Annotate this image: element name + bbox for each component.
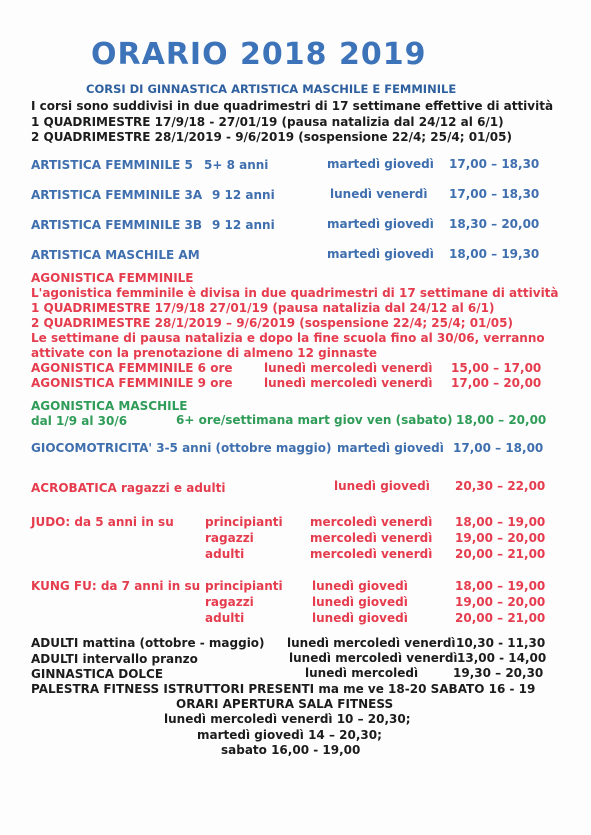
course-name: AGONISTICA FEMMINILE 9 ore (31, 376, 233, 390)
course-name: ADULTI mattina (ottobre - maggio) (31, 636, 265, 650)
course-name: AGONISTICA FEMMINILE 6 ore (31, 361, 233, 375)
course-time: 18,00 – 19,30 (449, 247, 540, 261)
judo-days: mercoledì venerdì (310, 531, 433, 545)
intro-line: I corsi sono suddivisi in due quadrimestri di 17 settimane effettive di attività (31, 99, 554, 113)
course-name: ARTISTICA FEMMINILE 5 (31, 158, 193, 172)
agonistica-f-line: Le settimane di pausa natalizia e dopo la fine scuola fino al 30/06, verranno (31, 331, 545, 345)
agonistica-m-period: dal 1/9 al 30/6 (31, 414, 128, 428)
intro-heading: CORSI DI GINNASTICA ARTISTICA MASCHILE E FEMMINILE (86, 82, 457, 96)
course-name: ARTISTICA MASCHILE AM (31, 248, 200, 262)
course-age: 9 12 anni (212, 218, 275, 232)
kungfu-days: lunedì giovedì (312, 595, 408, 609)
kungfu-time: 19,00 – 20,00 (455, 595, 546, 609)
course-time: 19,30 – 20,30 (453, 666, 544, 680)
fitness-hours-line: lunedì mercoledì venerdì 10 – 20,30; (164, 712, 411, 726)
course-days: lunedì venerdì (330, 187, 428, 201)
course-name: ARTISTICA FEMMINILE 3A (31, 188, 203, 202)
agonistica-f-line: 1 QUADRIMESTRE 17/9/18 27/01/19 (pausa natalizia dal 24/12 al 6/1) (31, 301, 495, 315)
course-age: 9 12 anni (212, 188, 275, 202)
course-days: lunedì mercoledì venerdì (264, 361, 433, 375)
course-time: 17,00 – 18,30 (449, 157, 540, 171)
course-time: 17,00 – 18,00 (453, 441, 544, 455)
course-time: 17,00 – 20,00 (451, 376, 542, 390)
fitness-hours-line: sabato 16,00 - 19,00 (221, 743, 361, 757)
course-time: 15,00 – 17,00 (451, 361, 542, 375)
page-title: ORARIO 2018 2019 (91, 37, 427, 72)
course-days: martedì giovedì (337, 441, 444, 455)
agonistica-f-line: L'agonistica femminile è divisa in due quadrimestri di 17 settimane di attività (31, 286, 559, 300)
intro-line: 2 QUADRIMESTRE 28/1/2019 - 9/6/2019 (sospensione 22/4; 25/4; 01/05) (31, 130, 512, 144)
judo-time: 19,00 – 20,00 (455, 531, 546, 545)
judo-days: mercoledì venerdì (310, 515, 433, 529)
kungfu-level: adulti (205, 611, 245, 625)
kungfu-days: lunedì giovedì (312, 611, 408, 625)
course-days: lunedì mercoledì (305, 666, 419, 680)
fitness-heading: ORARI APERTURA SALA FITNESS (176, 697, 394, 711)
judo-level: adulti (205, 547, 245, 561)
course-time: 17,00 – 18,30 (449, 187, 540, 201)
course-name: ARTISTICA FEMMINILE 3B (31, 218, 202, 232)
kungfu-heading: KUNG FU: da 7 anni in su (31, 579, 201, 593)
course-name: GIOCOMOTRICITA' 3-5 anni (ottobre maggio) (31, 441, 332, 455)
fitness-hours-line: martedì giovedì 14 – 20,30; (197, 728, 382, 742)
course-days: martedì giovedì (327, 157, 434, 171)
course-days: lunedì mercoledì venerdì (289, 651, 458, 665)
course-time: 10,30 - 11,30 (456, 636, 546, 650)
kungfu-level: ragazzi (205, 595, 254, 609)
judo-time: 20,00 – 21,00 (455, 547, 546, 561)
course-time: 20,30 – 22,00 (455, 479, 546, 493)
kungfu-days: lunedì giovedì (312, 579, 408, 593)
course-time: 18,30 – 20,00 (449, 217, 540, 231)
course-days: martedì giovedì (327, 217, 434, 231)
course-age: 5+ 8 anni (204, 158, 269, 172)
judo-time: 18,00 – 19,00 (455, 515, 546, 529)
agonistica-m-heading: AGONISTICA MASCHILE (31, 399, 188, 413)
agonistica-f-line: 2 QUADRIMESTRE 28/1/2019 – 9/6/2019 (sospensione 22/4; 25/4; 01/05) (31, 316, 513, 330)
course-days: lunedì giovedì (334, 479, 430, 493)
agonistica-m-desc: 6+ ore/settimana mart giov ven (sabato) (176, 413, 453, 427)
course-days: martedì giovedì (327, 247, 434, 261)
judo-level: principianti (205, 515, 283, 529)
course-days: lunedì mercoledì venerdì (264, 376, 433, 390)
course-name: ACROBATICA ragazzi e adulti (31, 481, 226, 495)
kungfu-level: principianti (205, 579, 283, 593)
kungfu-time: 20,00 – 21,00 (455, 611, 546, 625)
agonistica-f-heading: AGONISTICA FEMMINILE (31, 271, 194, 285)
palestra-fitness-line: PALESTRA FITNESS ISTRUTTORI PRESENTI ma me ve 18-20 SABATO 16 - 19 (31, 682, 536, 696)
judo-level: ragazzi (205, 531, 254, 545)
course-days: lunedì mercoledì venerdì (287, 636, 456, 650)
course-name: GINNASTICA DOLCE (31, 667, 164, 681)
course-name: ADULTI intervallo pranzo (31, 652, 198, 666)
judo-heading: JUDO: da 5 anni in su (31, 515, 174, 529)
intro-line: 1 QUADRIMESTRE 17/9/18 - 27/01/19 (pausa natalizia dal 24/12 al 6/1) (31, 115, 504, 129)
agonistica-m-time: 18,00 – 20,00 (456, 413, 547, 427)
kungfu-time: 18,00 – 19,00 (455, 579, 546, 593)
agonistica-f-line: attivate con la prenotazione di almeno 12 ginnaste (31, 346, 378, 360)
course-time: 13,00 - 14,00 (457, 651, 547, 665)
judo-days: mercoledì venerdì (310, 547, 433, 561)
